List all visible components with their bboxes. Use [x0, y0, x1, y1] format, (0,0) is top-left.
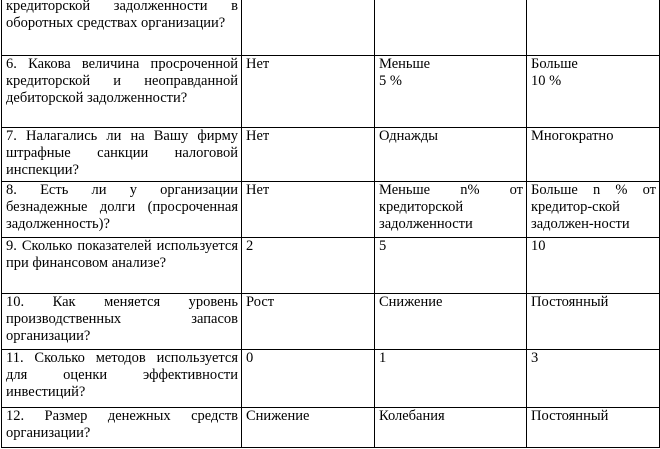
table-row [2, 0, 660, 56]
question-cell: кредиторской задолженности в оборотных средствах организации? [2, 0, 242, 56]
answer-cell-1: Рост [242, 294, 375, 350]
answer-cell-2 [375, 0, 527, 56]
table-row [2, 350, 660, 408]
answer-cell-2: Меньше n% от кредиторской задолженности [375, 182, 527, 238]
answer-cell-2: Снижение [375, 294, 527, 350]
question-cell: 12. Размер денежных средств организации? [2, 408, 242, 448]
question-cell: 11. Сколько методов используется для оценки эффективности инвестиций? [2, 350, 242, 408]
answer-cell-3: Постоянный [527, 294, 660, 350]
answer-cell-1: Снижение [242, 408, 375, 448]
table-row [2, 128, 660, 182]
question-cell: 8. Есть ли у организации безнадежные долги (просроченная задолженность)? [2, 182, 242, 238]
answer-cell-1: Нет [242, 56, 375, 128]
answer-cell-3: Больше n % от кредитор-ской задолжен-ности [527, 182, 660, 238]
table-row [2, 408, 660, 448]
answer-cell-3 [527, 0, 660, 56]
answer-cell-3: Многократно [527, 128, 660, 182]
answer-cell-3: 3 [527, 350, 660, 408]
answer-cell-1: Нет [242, 182, 375, 238]
question-cell: 9. Сколько показателей используется при финансовом анализе? [2, 238, 242, 294]
table-row [2, 56, 660, 128]
answer-cell-1: 0 [242, 350, 375, 408]
table-row [2, 294, 660, 350]
table-row [2, 238, 660, 294]
survey-table [1, 0, 660, 448]
answer-cell-2: 1 [375, 350, 527, 408]
question-cell: 7. Налагались ли на Вашу фирму штрафные санкции налоговой инспекции? [2, 128, 242, 182]
answer-cell-1: Нет [242, 128, 375, 182]
answer-cell-2: Колебания [375, 408, 527, 448]
answer-cell-1 [242, 0, 375, 56]
question-cell: 6. Какова величина просроченной кредиторской и неоправданной дебиторской задолженности? [2, 56, 242, 128]
answer-cell-3: 10 [527, 238, 660, 294]
answer-cell-2: 5 [375, 238, 527, 294]
answer-cell-1: 2 [242, 238, 375, 294]
answer-cell-2: Однажды [375, 128, 527, 182]
table-row [2, 182, 660, 238]
answer-cell-2: Меньше 5 % [375, 56, 527, 128]
question-cell: 10. Как меняется уровень производственных запасов организации? [2, 294, 242, 350]
answer-cell-3: Больше 10 % [527, 56, 660, 128]
answer-cell-3: Постоянный [527, 408, 660, 448]
